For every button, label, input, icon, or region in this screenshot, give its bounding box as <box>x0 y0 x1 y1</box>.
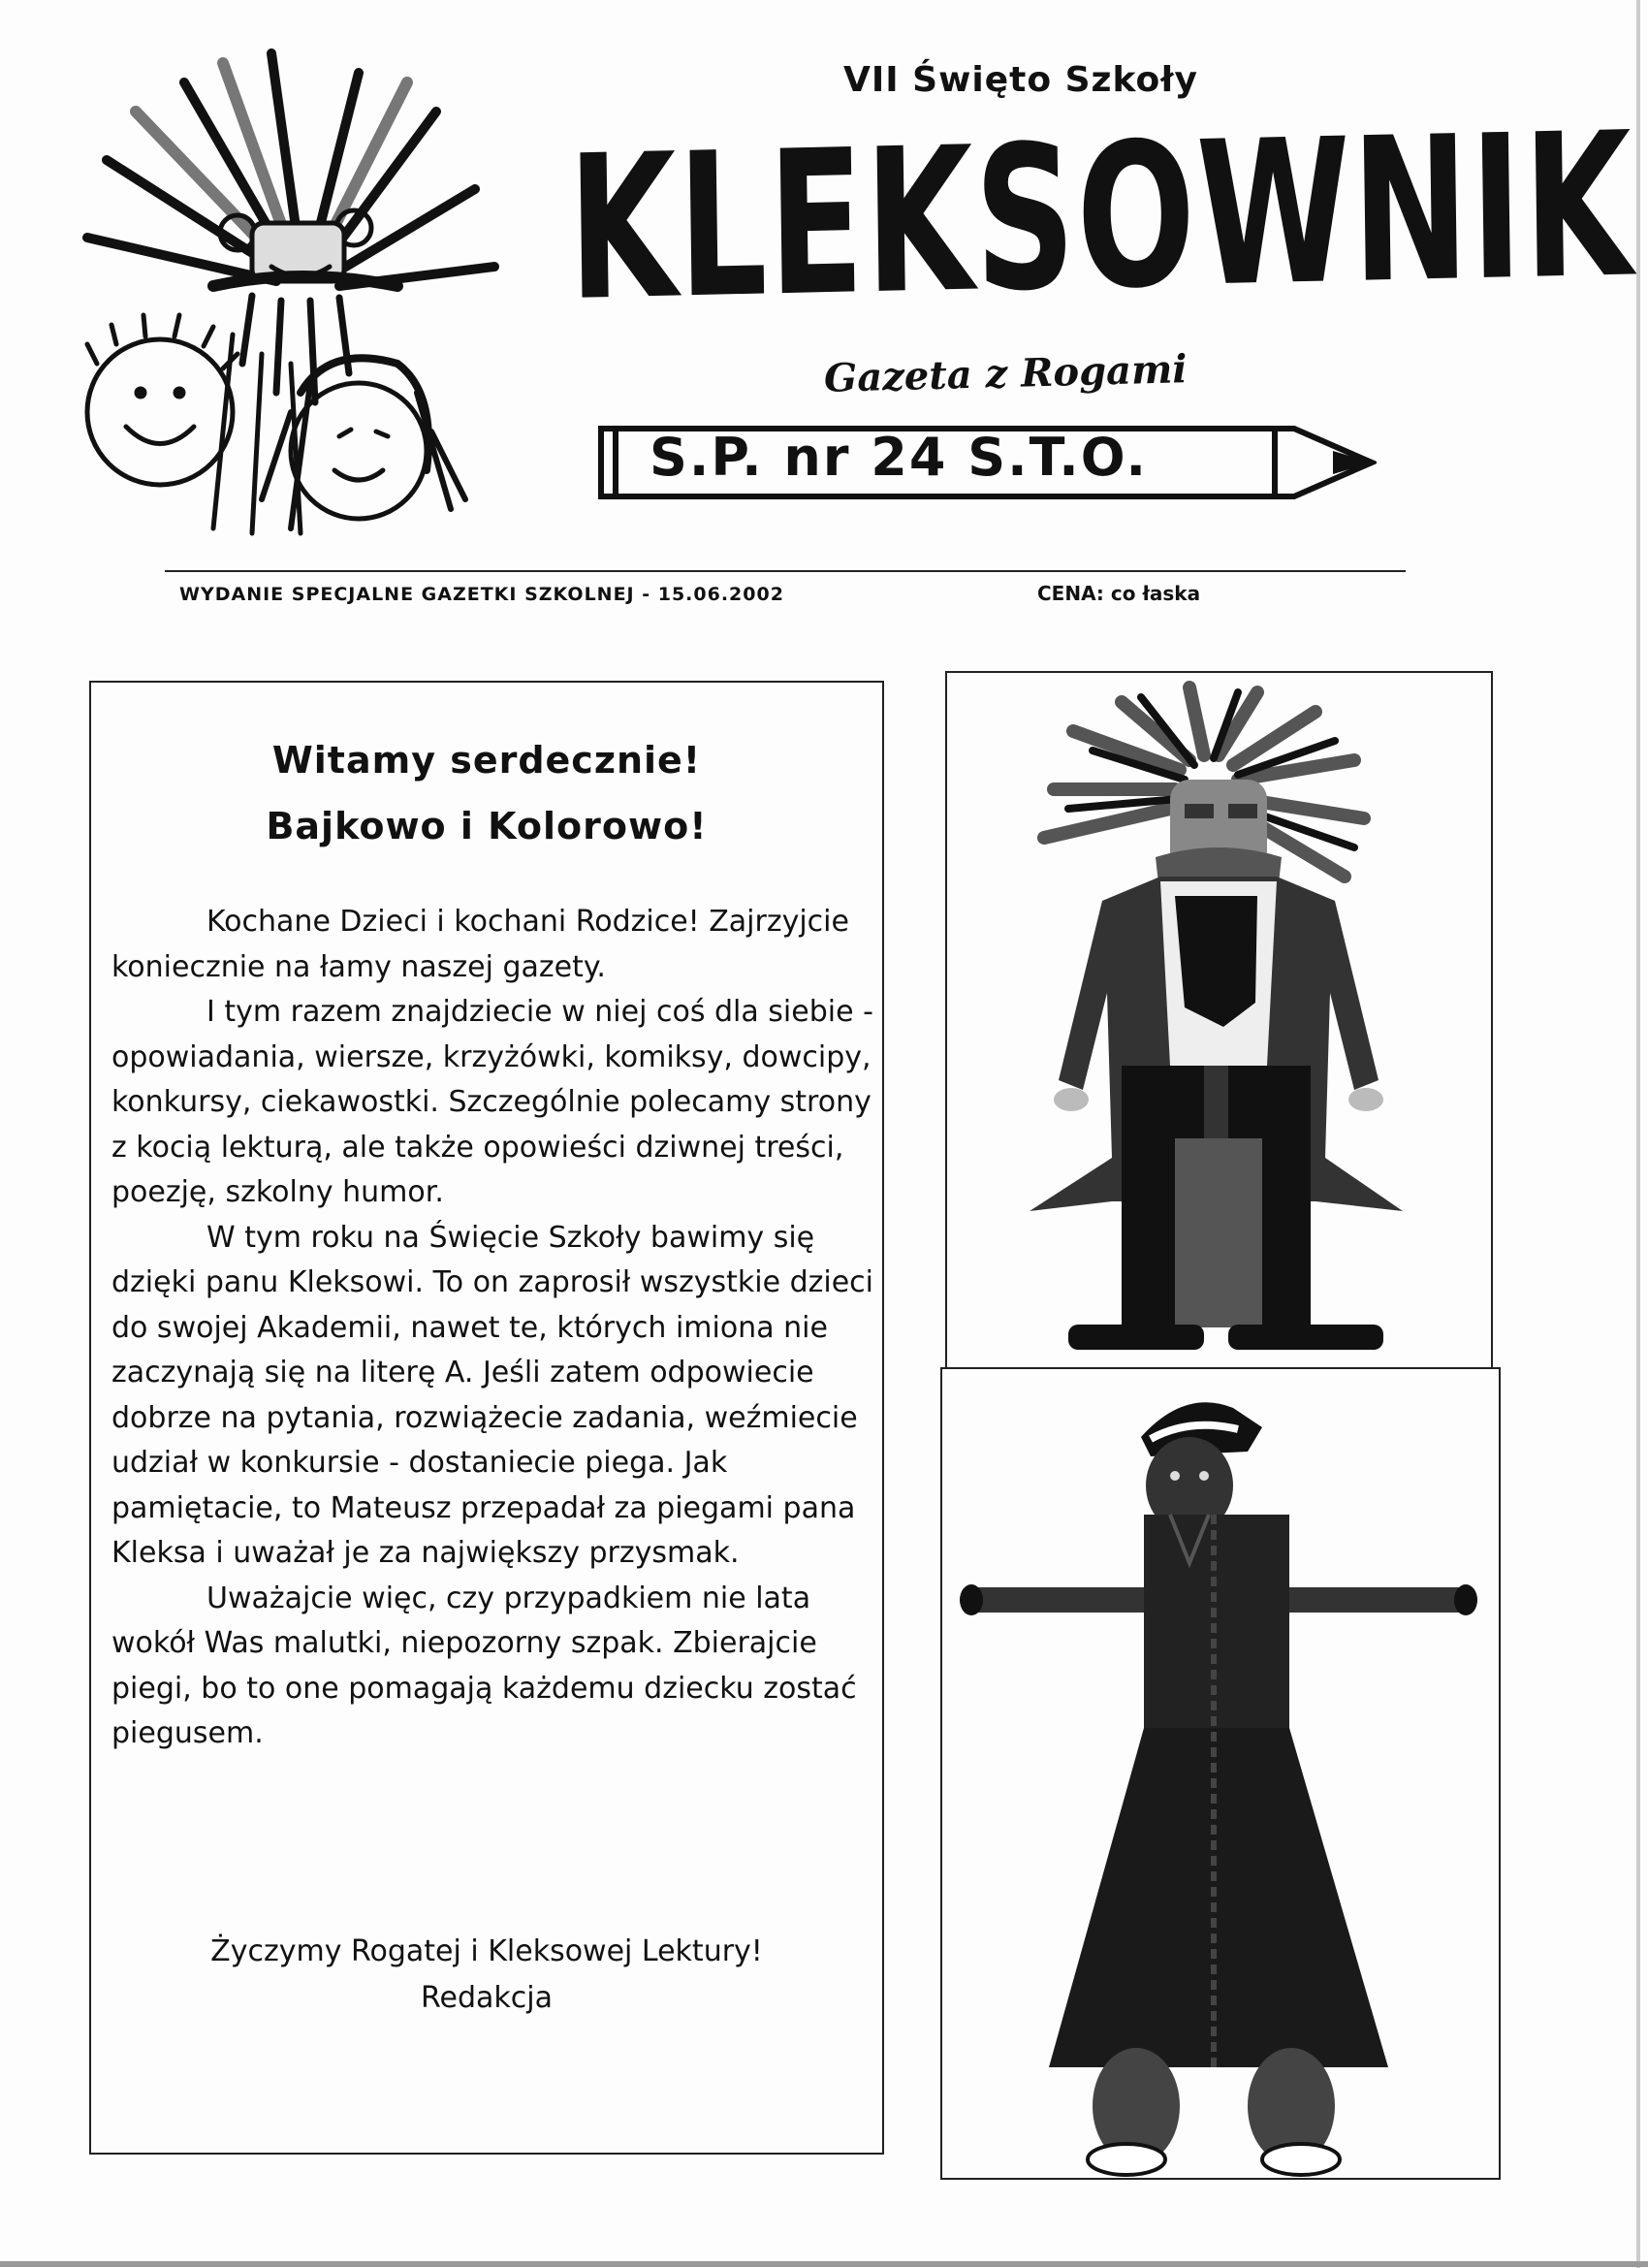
article-body <box>111 900 877 1757</box>
closing-wish: Życzymy Rogatej i Kleksowej Lektury! <box>210 1934 763 1968</box>
article-paragraph: Kochane Dzieci i kochani Rodzice! Zajrzyjcie koniecznie na łamy naszej gazety. <box>111 905 849 984</box>
kleks-figure-illustration <box>947 673 1495 1371</box>
dress-figure-illustration <box>942 1369 1503 2182</box>
school-festival-label: VII Święto Szkoły <box>843 60 1199 100</box>
school-name: S.P. nr 24 S.T.O. <box>650 427 1148 488</box>
article-paragraph: Uważajcie więc, czy przypadkiem nie lata wokół Was malutki, niepozorny szpak. Zbierajcie piegi, bo to one pomagają każdemu dziecku zostać piegusem. <box>111 1581 857 1750</box>
girl-drawing-frame <box>940 1367 1501 2180</box>
article-headline: Witamy serdecznie! <box>271 739 702 782</box>
edition-line: WYDANIE SPECJALNE GAZETKI SZKOLNEJ - 15.06.2002 <box>179 584 784 605</box>
newspaper-subtitle: Gazeta z Rogami <box>823 346 1188 401</box>
kleks-drawing-frame <box>945 671 1493 1369</box>
article-subheadline: Bajkowo i Kolorowo! <box>266 805 708 847</box>
article-paragraph: I tym razem znajdziecie w niej coś dla siebie - opowiadania, wiersze, krzyżówki, komiksy, dowcipy, konkursy, ciekawostki. Szczególnie polecamy strony z kocią lekturą, ale także opowieści dziwnej treści, poezję, szkolny humor. <box>111 995 873 1209</box>
editorial-signature: Redakcja <box>421 1981 553 2015</box>
kleks-logo-drawing <box>68 44 553 548</box>
price-label: CENA: co łaska <box>1037 582 1201 605</box>
article-paragraph: W tym roku na Święcie Szkoły bawimy się dzięki panu Kleksowi. To on zaprosił wszystkie dzieci do swojej Akademii, nawet te, których imiona nie zaczynają się na literę A. Jeśli zatem odpowiecie dobrze na pytania, rozwiążecie zadania, weźmiecie udział w konkursie - dostaniecie piega. Jak pamiętacie, to Mateusz przepadał za piegami pana Kleksa i uważał je za największy przysmak. <box>111 1220 874 1570</box>
header-divider <box>165 570 1406 572</box>
newspaper-title: KLEKSOWNIK <box>566 90 1635 345</box>
